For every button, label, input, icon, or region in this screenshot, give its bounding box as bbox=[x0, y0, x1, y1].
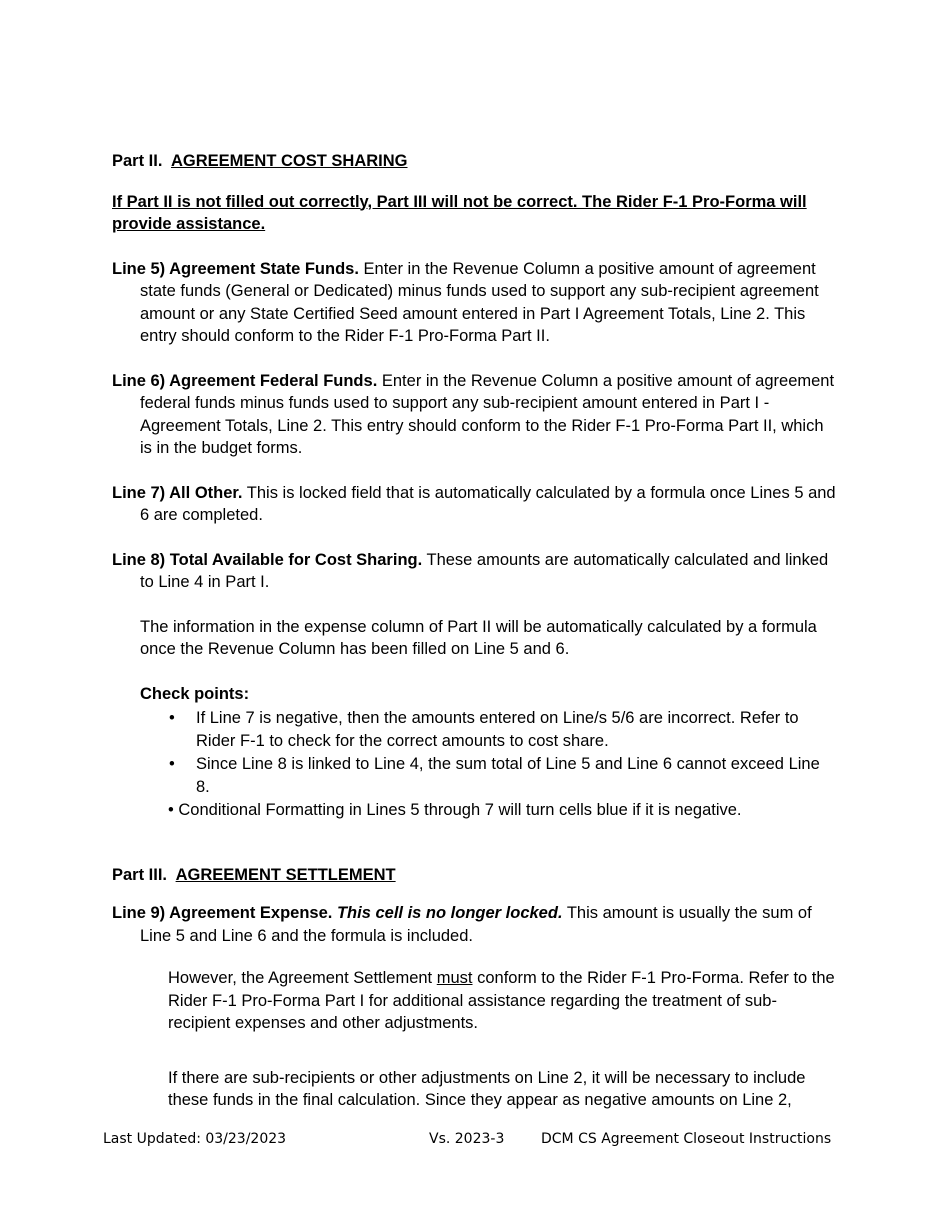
bullet-icon: • bbox=[168, 801, 174, 819]
footer-version: Vs. 2023-3 bbox=[429, 1131, 505, 1147]
part2-title: AGREEMENT COST SHARING bbox=[171, 152, 408, 170]
part2-label: Part II. bbox=[112, 152, 163, 170]
list-item bbox=[169, 707, 836, 752]
line8-title: Line 8) Total Available for Cost Sharing. bbox=[112, 550, 423, 569]
check-point-3-text: Conditional Formatting in Lines 5 through 7 will turn cells blue if it is negative. bbox=[178, 801, 742, 819]
line7-text: This is locked field that is automatically calculated by a formula once Lines 5 and 6 are completed. bbox=[140, 483, 836, 524]
however-must: must bbox=[436, 969, 473, 987]
line6-entry bbox=[112, 370, 836, 460]
part3-title: AGREEMENT SETTLEMENT bbox=[175, 865, 396, 884]
check-points-list bbox=[112, 707, 836, 798]
line8-text: These amounts are automatically calculated and linked to Line 4 in Part I. bbox=[140, 550, 829, 591]
line7-entry bbox=[112, 482, 836, 527]
however-after: conform to the Rider F-1 Pro-Forma. Refer to the Rider F-1 Pro-Forma Part I for additional assistance regarding the treatment of sub-recipient expenses and other adjustments. bbox=[168, 969, 835, 1032]
part2-heading bbox=[112, 150, 836, 173]
however-before: However, the Agreement Settlement bbox=[168, 969, 433, 987]
part2-warning: If Part II is not filled out correctly, Part III will not be correct. The Rider F-1 Pro-Forma will provide assistance. bbox=[112, 192, 807, 233]
line5-title: Line 5) Agreement State Funds. bbox=[112, 259, 359, 278]
line6-title: Line 6) Agreement Federal Funds. bbox=[112, 371, 378, 390]
part3-heading bbox=[112, 864, 836, 887]
however-paragraph bbox=[168, 967, 836, 1035]
line5-entry bbox=[112, 258, 836, 348]
line9-emphasis: This cell is no longer locked. bbox=[336, 904, 563, 922]
bullet-icon: • bbox=[169, 755, 175, 773]
footer-last-updated: Last Updated: 03/23/2023 bbox=[103, 1131, 287, 1147]
subrecipients-paragraph: If there are sub-recipients or other adjustments on Line 2, it will be necessary to include these funds in the final calculation. Since they appear as negative amounts on Line 2, bbox=[168, 1068, 806, 1109]
list-item bbox=[169, 753, 836, 798]
footer-doc-title: DCM CS Agreement Closeout Instructions bbox=[541, 1131, 832, 1147]
line9-entry bbox=[112, 902, 836, 947]
line7-title: Line 7) All Other. bbox=[112, 483, 243, 502]
check-point-1: If Line 7 is negative, then the amounts entered on Line/s 5/6 are incorrect. Refer to Rider F-1 to check for the correct amounts to cost share. bbox=[196, 709, 799, 750]
line5-text: Enter in the Revenue Column a positive amount of agreement state funds (General or Dedicated) minus funds used to support any sub-recipient agreement amount or any State Certified Seed amount entered in Part I Agreement Totals, Line 2. This entry should conform to the Rider F-1 Pro-Forma Part II. bbox=[140, 259, 819, 345]
line6-text: Enter in the Revenue Column a positive amount of agreement federal funds minus funds used to support any sub-recipient amount entered in Part I - Agreement Totals, Line 2. This entry should conform to the Rider F-1 Pro-Forma Part II, which is in the budget forms. bbox=[140, 371, 835, 457]
bullet-icon: • bbox=[169, 709, 175, 727]
line8-entry bbox=[112, 549, 836, 594]
part3-label: Part III. bbox=[112, 865, 168, 884]
check-points-title: Check points: bbox=[140, 684, 250, 703]
check-point-2: Since Line 8 is linked to Line 4, the sum total of Line 5 and Line 6 cannot exceed Line 8. bbox=[196, 755, 820, 796]
line9-text: This amount is usually the sum of Line 5 and Line 6 and the formula is included. bbox=[140, 904, 812, 945]
check-point-3 bbox=[168, 799, 836, 822]
expense-info: The information in the expense column of Part II will be automatically calculated by a formula once the Revenue Column has been filled on Line 5 and 6. bbox=[140, 617, 817, 658]
line9-title: Line 9) Agreement Expense. bbox=[112, 904, 333, 922]
document-body bbox=[112, 150, 836, 1112]
